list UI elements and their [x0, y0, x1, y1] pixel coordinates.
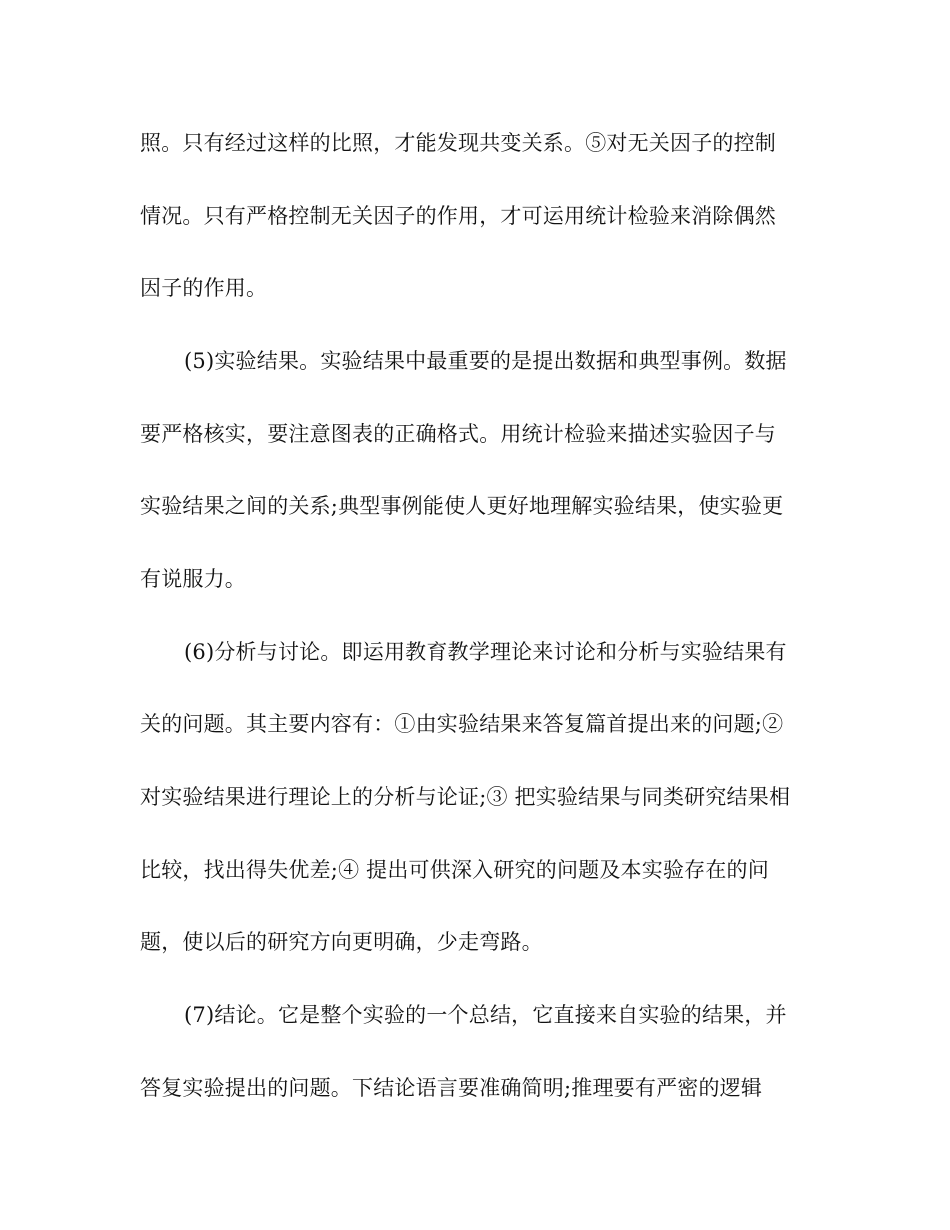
text-line: 实验结果之间的关系;典型事例能使人更好地理解实验结果，使实验更 — [140, 494, 784, 518]
text-line: 比较，找出得失优差;④ 提出可供深入研究的问题及本实验存在的问 — [140, 858, 769, 882]
text-line: 关的问题。其主要内容有：①由实验结果来答复篇首提出来的问题;② — [140, 712, 784, 736]
text-line: 因子的作用。 — [140, 276, 268, 300]
paragraph-heading-5: (5)实验结果。实验结果中最重要的是提出数据和典型事例。数据 — [184, 349, 787, 373]
paragraph-heading-7: (7)结论。它是整个实验的一个总结，它直接来自实验的结果，并 — [184, 1003, 787, 1027]
text-line: 情况。只有严格控制无关因子的作用，才可运用统计检验来消除偶然 — [140, 204, 776, 228]
text-line: 答复实验提出的问题。下结论语言要准确简明;推理要有严密的逻辑 — [140, 1076, 763, 1100]
text-line: 题，使以后的研究方向更明确，少走弯路。 — [140, 930, 543, 954]
text-line: 要严格核实，要注意图表的正确格式。用统计检验来描述实验因子与 — [140, 422, 776, 446]
paragraph-heading-6: (6)分析与讨论。即运用教育教学理论来讨论和分析与实验结果有 — [184, 640, 787, 664]
text-line: 照。只有经过这样的比照，才能发现共变关系。⑤对无关因子的控制 — [140, 131, 776, 155]
text-line: 对实验结果进行理论上的分析与论证;③ 把实验结果与同类研究结果相 — [140, 785, 791, 809]
text-line: 有说服力。 — [140, 567, 246, 591]
